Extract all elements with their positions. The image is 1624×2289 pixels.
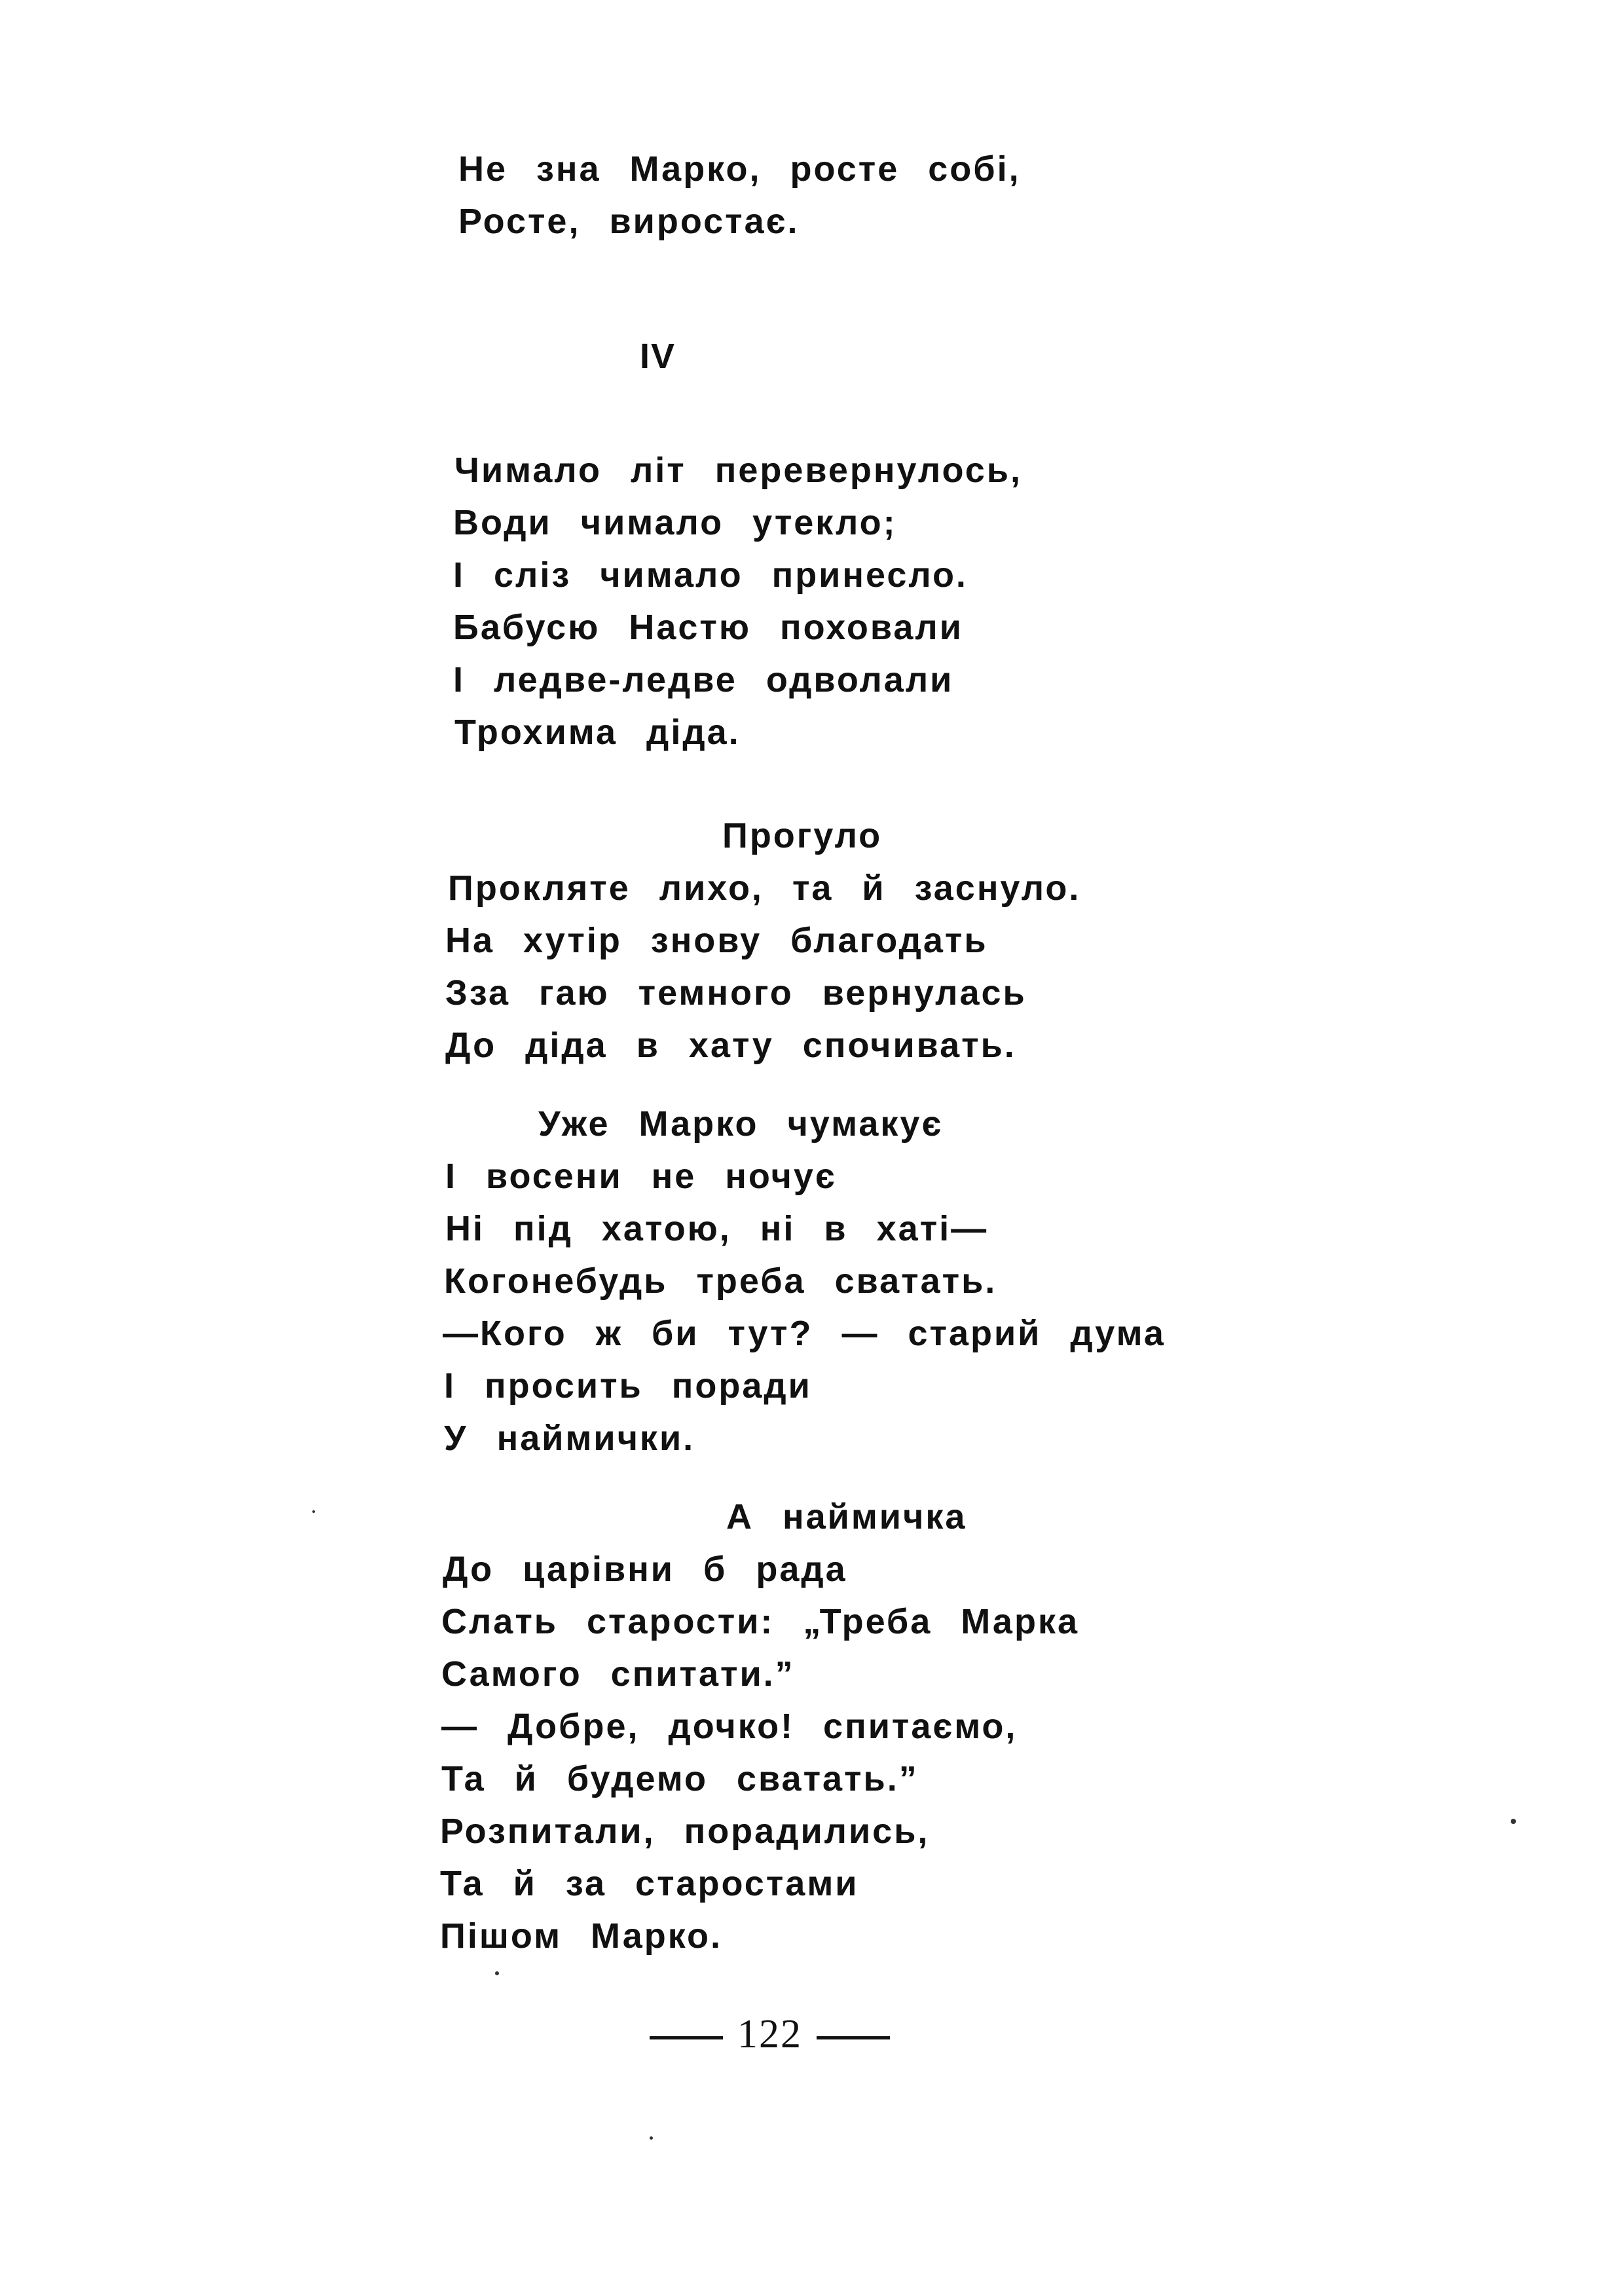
- verse-line: Бабусю Настю поховали: [453, 608, 963, 647]
- verse-line: Не зна Марко, росте собі,: [458, 149, 1021, 189]
- scan-speck: [495, 1971, 499, 1975]
- verse-line: Пішом Марко.: [440, 1916, 723, 1956]
- scan-speck: [1511, 1819, 1516, 1824]
- verse-line: Когонебудь треба сватать.: [444, 1261, 997, 1301]
- verse-line: Та й за старостами: [440, 1864, 859, 1903]
- verse-line: — Добре, дочко! спитаємо,: [441, 1707, 1018, 1746]
- verse-line: І восени не ночує: [445, 1157, 837, 1196]
- verse-line: —Кого ж би тут? — старий дума: [443, 1314, 1166, 1353]
- verse-line: Розпитали, порадились,: [440, 1812, 930, 1851]
- page-number-value: 122: [737, 2012, 802, 2056]
- verse-line: Уже Марко чумакує: [538, 1104, 944, 1144]
- verse-line: У наймички.: [444, 1419, 695, 1458]
- verse-line: До діда в хату спочивать.: [445, 1026, 1016, 1065]
- section-heading: IV: [640, 337, 676, 376]
- verse-line: Прогуло: [722, 816, 883, 855]
- verse-line: А наймичка: [726, 1497, 967, 1536]
- verse-line: І ледве-ледве одволали: [453, 660, 954, 699]
- verse-line: До царівни б рада: [443, 1550, 847, 1589]
- page-number: [635, 2014, 904, 2055]
- verse-line: Чимало літ перевернулось,: [454, 451, 1022, 490]
- verse-line: І просить поради: [444, 1366, 812, 1405]
- verse-line: І сліз чимало принесло.: [453, 555, 968, 595]
- verse-line: Води чимало утекло;: [453, 503, 897, 542]
- dash-left: [650, 2036, 723, 2039]
- verse-line: Слать старости: „Треба Марка: [441, 1602, 1080, 1641]
- verse-line: Зза гаю темного вернулась: [445, 973, 1027, 1013]
- verse-line: Та й будемо сватать.”: [441, 1759, 919, 1798]
- verse-line: Росте, виростає.: [458, 202, 800, 241]
- dash-right: [817, 2036, 890, 2039]
- verse-line: Прокляте лихо, та й заснуло.: [448, 868, 1081, 908]
- scan-speck: [312, 1510, 315, 1513]
- verse-line: Ні під хатою, ні в хаті—: [445, 1209, 989, 1248]
- verse-line: Самого спитати.”: [441, 1654, 795, 1694]
- verse-line: Трохима діда.: [454, 713, 741, 752]
- scan-speck: [650, 2136, 653, 2140]
- verse-line: На хутір знову благодать: [445, 921, 988, 960]
